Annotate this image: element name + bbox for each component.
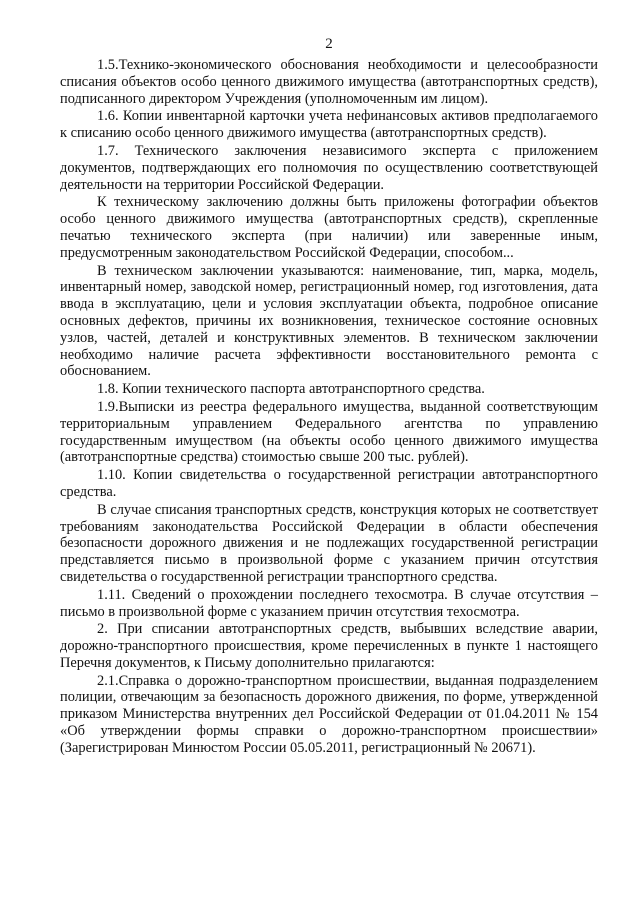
paragraph-1-5: 1.5.Технико-экономического обоснования необходимости и целесообразности списания объектов особо ценного движимого имущества (автотранспортных средств), подписанного директором Учреждения (уполномоченным им лицом). — [60, 57, 598, 107]
document-page — [60, 36, 598, 757]
paragraph-2: 2. При списании автотранспортных средств, выбывших вследствие аварии, дорожно-транспортного происшествия, кроме перечисленных в пункте 1 настоящего Перечня документов, к Письму дополнительно прилагаются: — [60, 621, 598, 671]
paragraph-1-9: 1.9.Выписки из реестра федерального имущества, выданной соответствующим территориальным управлением Федерального агентства по управлению государственным имуществом (на объекты особо ценного движимого имущества (автотранспортные средства) стоимостью свыше 200 тыс. рублей). — [60, 398, 598, 466]
paragraph-photos-requirement: К техническому заключению должны быть приложены фотографии объектов особо ценного движимого имущества (автотранспортных средств), скрепленные печатью технического эксперта (при наличии) или заверенные иным, предусмотренным законодательством Российской Федерации, способом... — [60, 194, 598, 261]
page-number: 2 — [325, 36, 333, 52]
paragraph-technical-conclusion-contents: В техническом заключении указываются: наименование, тип, марка, модель, инвентарный номер, заводской номер, регистрационный номер, год изготовления, дата ввода в эксплуатацию, цели и условия эксплуатации объекта, подробное описание основных дефектов, причины их возникновения, техническое состояние основных узлов, частей, деталей и конструктивных элементов. В техническом заключении необходимо наличие расчета эффективности восстановительного ремонта с обоснованием. — [60, 262, 598, 380]
paragraph-1-8: 1.8. Копии технического паспорта автотранспортного средства. — [97, 381, 485, 398]
paragraph-1-11: 1.11. Сведений о прохождении последнего техосмотра. В случае отсутствия – письмо в произвольной форме с указанием причин отсутствия техосмотра. — [60, 586, 598, 620]
paragraph-unregistered-vehicles: В случае списания транспортных средств, конструкция которых не соответствует требованиям законодательства Российской Федерации в области обеспечения безопасности дорожного движения и не подлежащих государственной регистрации представляется письмо в произвольной форме с указанием причин отсутствия свидетельства о государственной регистрации транспортного средства. — [60, 501, 598, 585]
paragraph-1-7: 1.7. Технического заключения независимого эксперта с приложением документов, подтверждающих его полномочия по осуществлению соответствующей деятельности на территории Российской Федерации. — [60, 142, 598, 193]
paragraph-1-6: 1.6. Копии инвентарной карточки учета нефинансовых активов предполагаемого к списанию особо ценного движимого имущества (автотранспортных средств). — [60, 108, 598, 142]
paragraph-1-10: 1.10. Копии свидетельства о государственной регистрации автотранспортного средства. — [60, 467, 598, 500]
paragraph-2-1: 2.1.Справка о дорожно-транспортном происшествии, выданная подразделением полиции, отвечающим за безопасность дорожного движения, по форме, утвержденной приказом Министерства внутренних дел Российской Федерации от 01.04.2011 № 154 «Об утверждении формы справки о дорожно-транспортном происшествии» (Зарегистрирован Минюстом России 05.05.2011, регистрационный № 20671). — [60, 672, 598, 756]
